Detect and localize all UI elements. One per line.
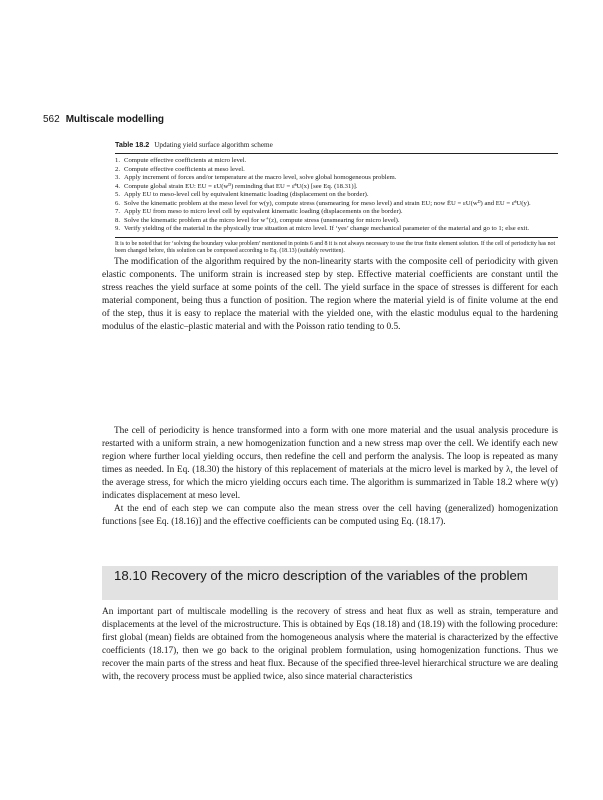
step-text: Verify yielding of the material in the physically true situation at micro level. If ‘yes’ change mechanical parameter of the material and go to 1; else exit. bbox=[124, 225, 530, 232]
step-text: Apply increment of forces and/or temperature at the macro level, solve global homogeneous problem. bbox=[124, 174, 397, 181]
algorithm-step bbox=[115, 200, 558, 209]
table-caption bbox=[115, 140, 558, 150]
step-text: Apply EU from meso to micro level cell by equivalent kinematic loading (displacements on the border). bbox=[124, 208, 403, 215]
section-title: Recovery of the micro description of the variables of the problem bbox=[151, 568, 528, 583]
page-number: 562 bbox=[43, 114, 60, 125]
table-label: Table 18.2 bbox=[115, 140, 150, 149]
running-header bbox=[43, 114, 164, 125]
algorithm-step bbox=[115, 183, 558, 192]
body-paragraph-3: At the end of each step we can compute also the mean stress over the cell having (generalized) homogenization functions [see Eq. (18.16)] and the effective coefficients can be computed using Eq. (18.17). bbox=[102, 504, 558, 527]
algorithm-table bbox=[115, 140, 558, 256]
step-number: 1. bbox=[115, 157, 121, 164]
step-number: 6. bbox=[115, 199, 121, 207]
algorithm-step bbox=[115, 217, 558, 226]
step-number: 4. bbox=[115, 182, 121, 190]
step-number: 3. bbox=[115, 174, 121, 181]
step-text: Apply EU to meso-level cell by equivalent kinematic loading (displacement on the border). bbox=[124, 191, 369, 198]
body-paragraph-1: The modification of the algorithm required by the non-linearity starts with the composite cell of periodicity with given elastic components. The uniform strain is increased step by step. Effective material coefficients are constant until the stress reaches the yield surface at some points of the cell. The yield surface in the space of stresses is different for each material component, being thus a function of position. The region where the material yield is of finite volume at the end of the step, thus it is easy to replace the material with the yielded one, with the elastic modulus equal to the hardening modulus of the elastic–plastic material and with the Poisson ratio tending to 0.5. bbox=[102, 257, 558, 332]
algorithm-steps bbox=[115, 157, 558, 234]
step-text: Compute global strain EU: EU = εU(wᴰ) reminding that EU = ε̄ᵟU(x) [see Eq. (18.31)]. bbox=[124, 182, 358, 190]
step-text: Solve the kinematic problem at the meso level for w(y), compute stress (unsmearing for meso level) and strain EU; now ĒU = εU(wᴰ) and EU = ε̄ᵟU(y). bbox=[124, 199, 531, 207]
algorithm-step bbox=[115, 191, 558, 200]
table-top-rule bbox=[115, 153, 558, 154]
algorithm-step bbox=[115, 166, 558, 175]
body-paragraph-4: An important part of multiscale modelling is the recovery of stress and heat flux as well as strain, temperature and displacements at the level of the microstructure. This is obtained by Eqs (18.18) and (18.19) with the following procedure: first global (mean) fields are obtained from the homogeneous analysis where the material is characterized by the effective coefficients (18.17), then we go back to the original problem formulation, using homogenization functions. Thus we recover the main parts of the stress and heat flux. Because of the specified three-level hierarchical structure we are dealing with, the recovery process must be applied twice, also since material characteristics bbox=[102, 607, 558, 682]
step-number: 2. bbox=[115, 165, 121, 173]
step-text: Solve the kinematic problem at the micro level for w⁺(z), compute stress (unsmearing for micro level). bbox=[124, 216, 400, 224]
section-number: 18.10 bbox=[114, 568, 148, 583]
section-heading bbox=[102, 566, 558, 600]
body-paragraph-2: The cell of periodicity is hence transformed into a form with one more material and the usual analysis procedure is restarted with a uniform strain, a new homogenization function and a new stress map over the cell. We identify each new region where further local yielding occurs, then redefine the cell and perform the analysis. The loop is repeated as many times as needed. In Eq. (18.30) the history of this replacement of materials at the micro level is marked by λ, the level of the average stress, for which the micro yielding occurs each time. The algorithm is summarized in Table 18.2 where w(y) indicates displacement at meso level. bbox=[102, 426, 558, 501]
step-text: Compute effective coefficients at meso level. bbox=[124, 165, 245, 173]
running-title: Multiscale modelling bbox=[65, 114, 165, 125]
algorithm-step bbox=[115, 157, 558, 166]
algorithm-step bbox=[115, 174, 558, 183]
step-number: 9. bbox=[115, 225, 121, 232]
table-note: It is to be noted that for ‘solving the boundary value problem’ mentioned in points 6 and 8 it is not always necessary to use the true finite element solution. If the cell of periodicity has not been changed before, this solution can be composed according to Eq. (18.13) (suitably rewritten). bbox=[115, 240, 556, 255]
step-text: Compute effective coefficients at micro level. bbox=[124, 157, 247, 164]
table-bottom-rule bbox=[115, 237, 558, 238]
algorithm-step bbox=[115, 225, 558, 234]
step-number: 7. bbox=[115, 208, 121, 215]
step-number: 8. bbox=[115, 216, 121, 224]
table-caption-text: Updating yield surface algorithm scheme bbox=[154, 141, 273, 149]
algorithm-step bbox=[115, 208, 558, 217]
step-number: 5. bbox=[115, 191, 121, 198]
